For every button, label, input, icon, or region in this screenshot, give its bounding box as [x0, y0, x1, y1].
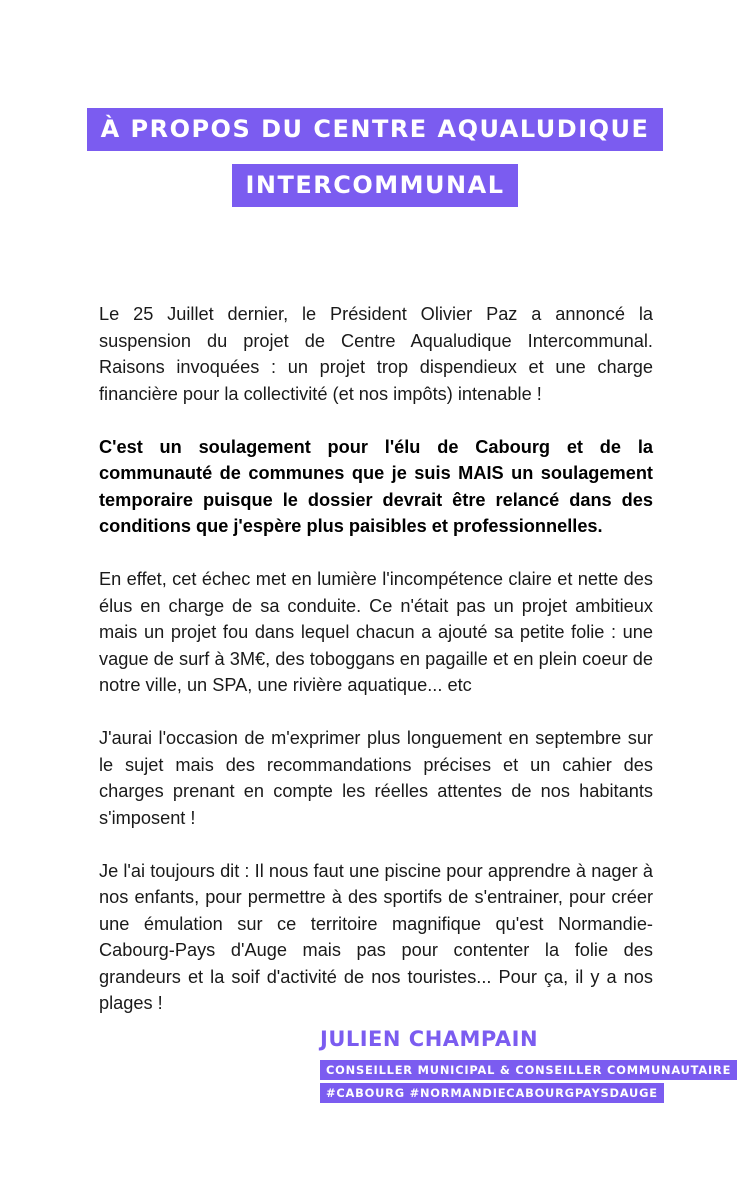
- title-line-1: À PROPOS DU CENTRE AQUALUDIQUE: [87, 108, 664, 151]
- signature-block: [320, 1026, 737, 1103]
- article-body: [99, 301, 653, 1043]
- signature-role: CONSEILLER MUNICIPAL & CONSEILLER COMMUNAUTAIRE: [320, 1060, 737, 1080]
- title-line-2: INTERCOMMUNAL: [232, 164, 519, 207]
- signature-name: JULIEN CHAMPAIN: [320, 1027, 539, 1051]
- paragraph-2-emphasis: C'est un soulagement pour l'élu de Cabourg et de la communauté de communes que je suis MAIS un soulagement temporaire puisque le dossier devrait être relancé dans des conditions que j'espère plus paisibles et professionnelles.: [99, 436, 653, 536]
- paragraph-4: J'aurai l'occasion de m'exprimer plus longuement en septembre sur le sujet mais des recommandations précises et un cahier des charges prenant en compte les réelles attentes de nos habitants s'imposent !: [99, 728, 653, 828]
- paragraph-3: En effet, cet échec met en lumière l'incompétence claire et nette des élus en charge de sa conduite. Ce n'était pas un projet ambitieux mais un projet fou dans lequel chacun a ajouté sa petite folie : une vague de surf à 3M€, des toboggans en pagaille et en plein coeur de notre ville, un SPA, une rivière aquatique... etc: [99, 569, 653, 695]
- page-title: [0, 108, 750, 207]
- signature-hashtags: #CABOURG #NORMANDIECABOURGPAYSDAUGE: [320, 1083, 664, 1103]
- paragraph-5: Je l'ai toujours dit : Il nous faut une piscine pour apprendre à nager à nos enfants, pour permettre à des sportifs de s'entrainer, pour créer une émulation sur ce territoire magnifique qu'est Normandie-Cabourg-Pays d'Auge mais pas pour contenter la folie des grandeurs et la soif d'activité de nos touristes... Pour ça, il y a nos plages !: [99, 860, 653, 1013]
- paragraph-1: Le 25 Juillet dernier, le Président Olivier Paz a annoncé la suspension du projet de Centre Aqualudique Intercommunal. Raisons invoquées : un projet trop dispendieux et une charge financière pour la collectivité (et nos impôts) intenable !: [99, 304, 653, 404]
